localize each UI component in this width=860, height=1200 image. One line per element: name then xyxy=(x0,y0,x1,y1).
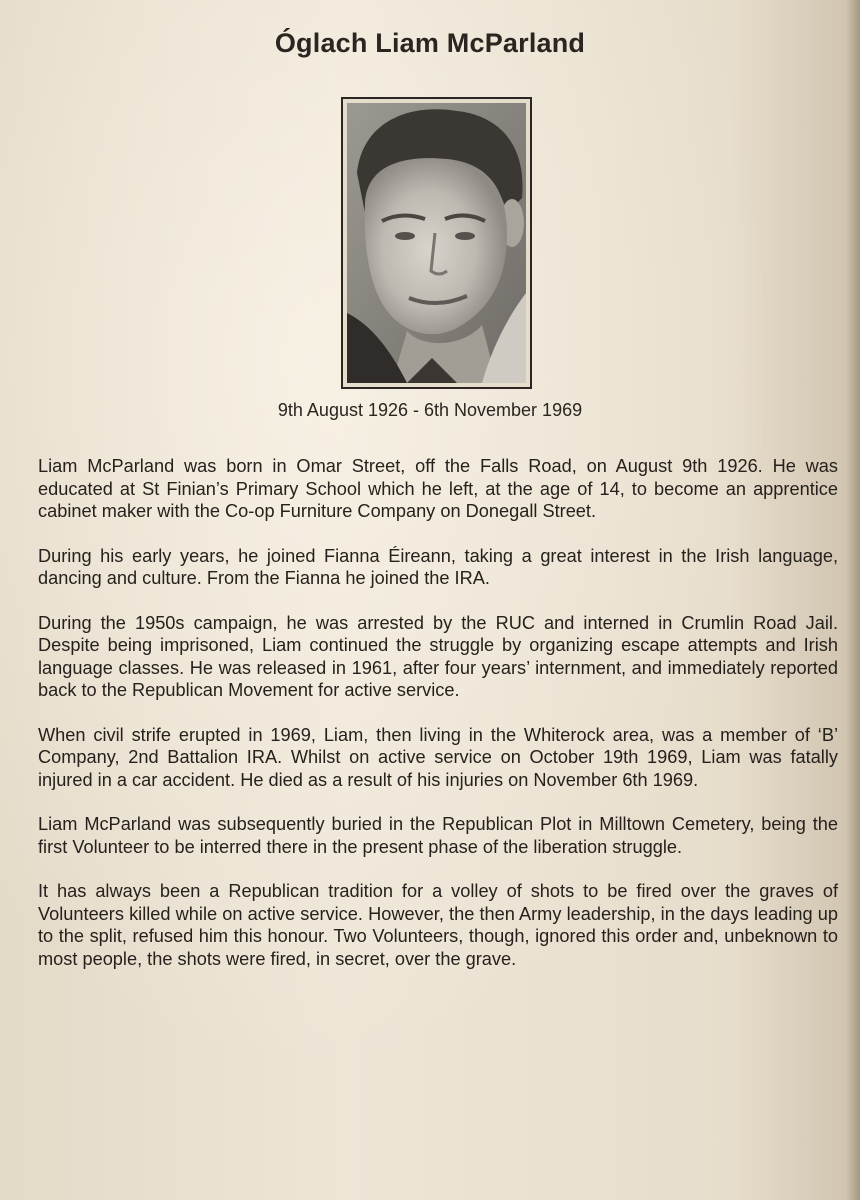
paragraph-6: It has always been a Republican tradition for a volley of shots to be fired over the graves of Volunteers killed while on active service. However, the then Army leadership, in the days leading up to the split, refused him this honour. Two Volunteers, though, ignored this order and, unbeknown to most people, the shots were fired, in secret, over the grave. xyxy=(38,881,838,969)
paragraph-2: During his early years, he joined Fianna Éireann, taking a great interest in the Irish language, dancing and culture. From the Fianna he joined the IRA. xyxy=(38,545,838,588)
life-dates: 9th August 1926 - 6th November 1969 xyxy=(277,400,583,420)
paragraph-5: Liam McParland was subsequently buried in the Republican Plot in Milltown Cemetery, being the first Volunteer to be interred there in the present phase of the liberation struggle. xyxy=(38,814,838,857)
paragraph-4: When civil strife erupted in 1969, Liam, then living in the Whiterock area, was a member of ‘B’ Company, 2nd Battalion IRA. Whilst on active service on October 19th 1969, Liam was fatally injured in a car accident. He died as a result of his injuries on November 6th 1969. xyxy=(38,724,838,790)
biography-text xyxy=(38,455,838,992)
page-edge-shadow xyxy=(846,0,860,1200)
paragraph-1: Liam McParland was born in Omar Street, off the Falls Road, on August 9th 1926. He was educated at St Finian’s Primary School which he left, at the age of 14, to become an apprentice cabinet maker with the Co-op Furniture Company on Donegall Street. xyxy=(38,456,838,521)
portrait-photo xyxy=(341,97,532,389)
portrait-image xyxy=(347,103,526,383)
paragraph-3: During the 1950s campaign, he was arrested by the RUC and interned in Crumlin Road Jail. Despite being imprisoned, Liam continued the struggle by organizing escape attempts and Irish language classes. He was released in 1961, after four years’ internment, and immediately reported back to the Republican Movement for active service. xyxy=(38,612,838,700)
page-title: Óglach Liam McParland xyxy=(274,28,586,58)
